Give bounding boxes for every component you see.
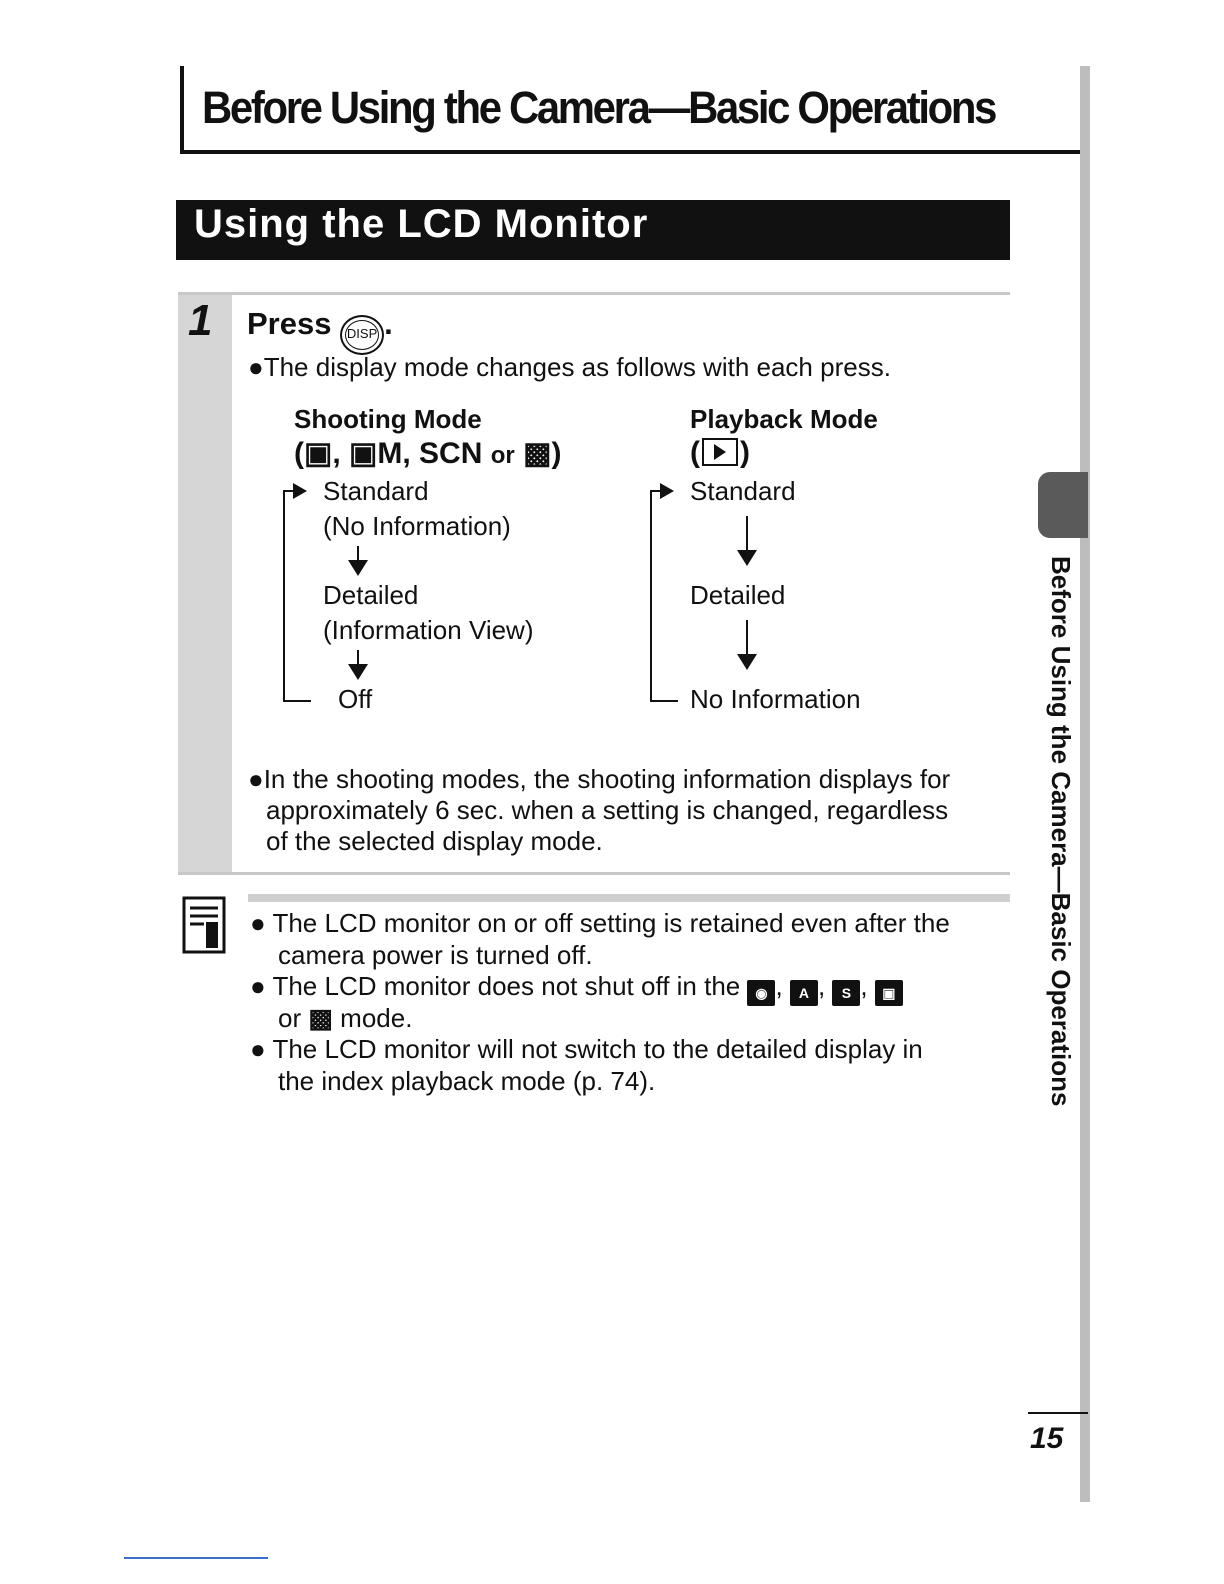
paren-close: ): [740, 436, 750, 469]
shooting-item: (Information View): [323, 615, 534, 645]
step-band: [178, 292, 232, 874]
playback-icon: [702, 438, 738, 466]
header-rule: [180, 150, 1088, 154]
shooting-heading: Shooting Mode: [294, 404, 482, 434]
shooting-item: Standard: [323, 476, 429, 506]
paren-close: ): [551, 437, 562, 470]
shooting-item: (No Information): [323, 511, 511, 541]
page-number-rule: [1028, 1412, 1088, 1414]
portrait-mode-icon: ◉: [747, 980, 775, 1006]
note-text: ● The LCD monitor does not shut off in the: [250, 971, 741, 1001]
mode-or: or: [490, 442, 515, 469]
header-rule-vertical: [180, 66, 184, 154]
camera-manual-icon: ▣: [349, 437, 378, 470]
shooting-item: Detailed: [323, 580, 419, 610]
arrow-down-icon: [348, 560, 368, 576]
bullet-shooting-info-cont: of the selected display mode.: [266, 826, 603, 856]
stitch-assist-a-icon: A: [790, 980, 818, 1006]
playback-modes: [690, 436, 750, 470]
arrow-down-icon: [737, 654, 757, 670]
shooting-item: Off: [338, 684, 373, 714]
press-period: .: [384, 306, 393, 341]
camera-auto-icon: ▣: [304, 437, 333, 470]
playback-item: Standard: [690, 476, 796, 506]
step-rule-top: [178, 292, 1010, 295]
shooting-modes: (▣, ▣M, SCN or ▩): [294, 437, 562, 470]
arrow-right-icon: [293, 483, 307, 499]
section-title: Using the LCD Monitor: [194, 202, 649, 246]
cycle-line-bottom: [283, 700, 311, 702]
note-text: or: [278, 1003, 302, 1033]
arrow-right-icon: [660, 483, 674, 499]
paren-open: (: [294, 437, 304, 470]
cycle-line: [650, 490, 652, 700]
arrow-down-icon: [737, 550, 757, 566]
note-line: the index playback mode (p. 74).: [278, 1066, 656, 1096]
step-number: 1: [188, 296, 213, 345]
note-icon: [182, 896, 226, 954]
chapter-side-label: [1040, 556, 1080, 1176]
cycle-line-bottom: [650, 700, 678, 702]
press-label: Press: [247, 306, 332, 341]
note-text: mode.: [340, 1003, 413, 1033]
page-edge-tab-strip: [1080, 66, 1090, 1502]
note-line: ● The LCD monitor does not shut off in the ◉ , A , S , ▣: [250, 971, 903, 1006]
stitch-assist-s-icon: S: [832, 980, 860, 1006]
movie-icon: ▩: [523, 437, 552, 470]
step-rule-bottom: [178, 872, 1010, 875]
playback-item: Detailed: [690, 580, 786, 610]
arrow-down-icon: [348, 664, 368, 680]
playback-heading: Playback Mode: [690, 404, 878, 434]
mode-m-scn: M, SCN: [377, 437, 483, 470]
footer-rule: [124, 1557, 268, 1559]
note-line: ● The LCD monitor on or off setting is retained even after the: [250, 908, 950, 938]
note-line: [278, 1003, 412, 1034]
bullet-shooting-info-cont: approximately 6 sec. when a setting is changed, regardless: [266, 795, 949, 825]
bullet-shooting-info: ●In the shooting modes, the shooting information displays for: [248, 764, 951, 794]
playback-item: No Information: [690, 684, 861, 714]
movie-icon: ▩: [308, 1003, 333, 1033]
chapter-title: Before Using the Camera—Basic Operations: [202, 82, 996, 133]
chapter-tab-marker: [1038, 472, 1088, 538]
chapter-side-label-text: Before Using the Camera—Basic Operations: [1046, 556, 1076, 1107]
note-line: ● The LCD monitor will not switch to the detailed display in: [250, 1034, 923, 1064]
cycle-line: [283, 490, 285, 700]
bullet-display-mode: ●The display mode changes as follows with each press.: [248, 352, 891, 382]
page-number: 15: [1030, 1422, 1064, 1455]
arrow-stem: [746, 516, 748, 552]
paren-open: (: [690, 436, 700, 469]
disp-button-icon: DISP: [340, 315, 384, 355]
arrow-stem: [746, 620, 748, 656]
pc-connect-icon: ▣: [875, 980, 903, 1006]
note-line: camera power is turned off.: [278, 940, 593, 970]
note-band: [248, 894, 1010, 902]
step-instruction: [247, 306, 393, 355]
